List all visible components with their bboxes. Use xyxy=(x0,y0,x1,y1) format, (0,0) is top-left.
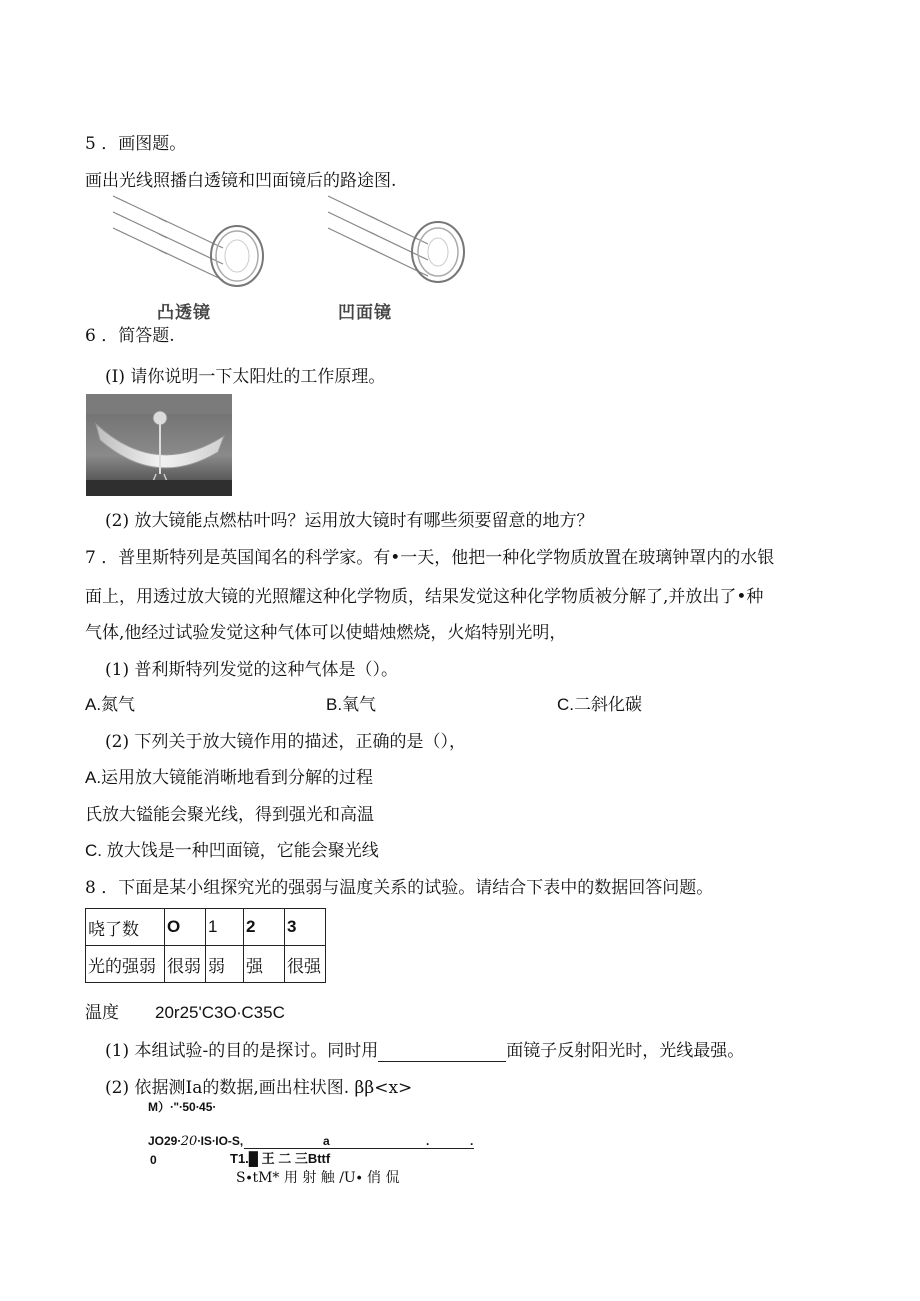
temperature-label: 温度 xyxy=(85,1003,119,1023)
q7-line2: 面上，用透过放大镜的光照耀这种化学物质，结果发觉这种化学物质被分解了,并放出了•种 xyxy=(85,587,764,607)
chart-text: JO29∙ xyxy=(148,1134,181,1148)
table-cell: 很弱 xyxy=(165,946,206,983)
table-cell: 哓了数 xyxy=(86,909,165,946)
chart-line-2 xyxy=(148,1133,478,1149)
q7-option-a: A.氮气 xyxy=(85,695,136,714)
convex-lens-label: 凸透镜 xyxy=(157,303,211,323)
table-row xyxy=(86,946,326,983)
q7-answer-c: C. 放大饯是一种凹面镜，它能会聚光线 xyxy=(85,841,379,860)
q7-line1: 7 ．普里斯特列是英国闻名的科学家。有•一天，他把一种化学物质放置在玻璃钟罩内的水银 xyxy=(85,548,775,568)
q5-instruction: 画出光线照播白透镜和凹面镜后的路途图. xyxy=(85,171,397,191)
table-cell: O xyxy=(165,909,206,946)
concave-mirror-figure xyxy=(320,192,480,292)
q8-sub1-suffix: 面镜子反射阳光时，光线最强。 xyxy=(506,1041,745,1061)
q8-title: 8 ．下面是某小组探究光的强弱与温度关系的试验。请结合下表中的数据回答问题。 xyxy=(85,878,714,898)
q7-line3: 气体,他经过试验发觉这种气体可以使蜡烛燃烧，火焰特别光明， xyxy=(85,623,567,643)
table-cell: 弱 xyxy=(206,946,244,983)
table-cell: 很强 xyxy=(285,946,326,983)
q5-title: 5 ．画图题。 xyxy=(85,134,187,154)
answer-blank[interactable] xyxy=(378,1043,506,1062)
q7-answer-b: 氏放大镒能会聚光线，得到强光和高温 xyxy=(85,805,374,825)
chart-text: a xyxy=(323,1134,330,1148)
q6-sub2: (2) 放大镜能点燃枯叶吗？运用放大镜时有哪些须要留意的地方？ xyxy=(105,511,594,531)
chart-text: ∙IS∙IO-S, xyxy=(197,1134,244,1148)
temperature-values: 20r25'C3O∙C35C xyxy=(155,1003,285,1022)
q7-sub1: (1) 普利斯特列发觉的这种气体是（）。 xyxy=(105,660,398,680)
q6-title: 6 ．简答题. xyxy=(85,326,175,346)
chart-line-4: S∙tM* 用 射 触 /U∙ 俏 侃 xyxy=(236,1170,400,1186)
q7-option-c: C.二斜化碳 xyxy=(557,695,642,714)
table-cell: 3 xyxy=(285,909,326,946)
light-temperature-table xyxy=(85,908,326,983)
convex-lens-figure xyxy=(105,192,275,292)
q7-answer-a: A.运用放大镜能消晰地看到分解的过程 xyxy=(85,768,374,787)
chart-text: . xyxy=(470,1134,474,1148)
chart-line-1: M）∙"∙50∙45∙ xyxy=(148,1100,216,1114)
chart-text: . xyxy=(426,1134,430,1148)
table-cell: 强 xyxy=(244,946,285,983)
q8-sub1 xyxy=(105,1040,744,1062)
chart-zero-label: 0 xyxy=(150,1153,157,1167)
table-row xyxy=(86,909,326,946)
table-cell: 光的强弱 xyxy=(86,946,165,983)
q6-sub1: (I) 请你说明一下太阳灶的工作原理。 xyxy=(105,367,386,387)
chart-line-3: T1.█ 王 二 三Bttf xyxy=(230,1151,331,1166)
q7-sub2: (2) 下列关于放大镜作用的描述，正确的是（）， xyxy=(105,732,466,752)
table-cell: 1 xyxy=(206,909,244,946)
chart-text: 20 xyxy=(180,1134,198,1149)
chart-axis-line xyxy=(244,1148,474,1149)
q8-sub1-prefix: (1) 本组试验-的目的是探讨。同时用 xyxy=(105,1041,379,1061)
solar-cooker-photo xyxy=(86,394,232,496)
table-cell: 2 xyxy=(244,909,285,946)
q8-sub2: (2) 依据测Ia的数据,画出柱状图. ββ<x> xyxy=(105,1078,413,1098)
q7-option-b: B.氧气 xyxy=(326,695,377,714)
concave-mirror-label: 凹面镜 xyxy=(338,303,392,323)
